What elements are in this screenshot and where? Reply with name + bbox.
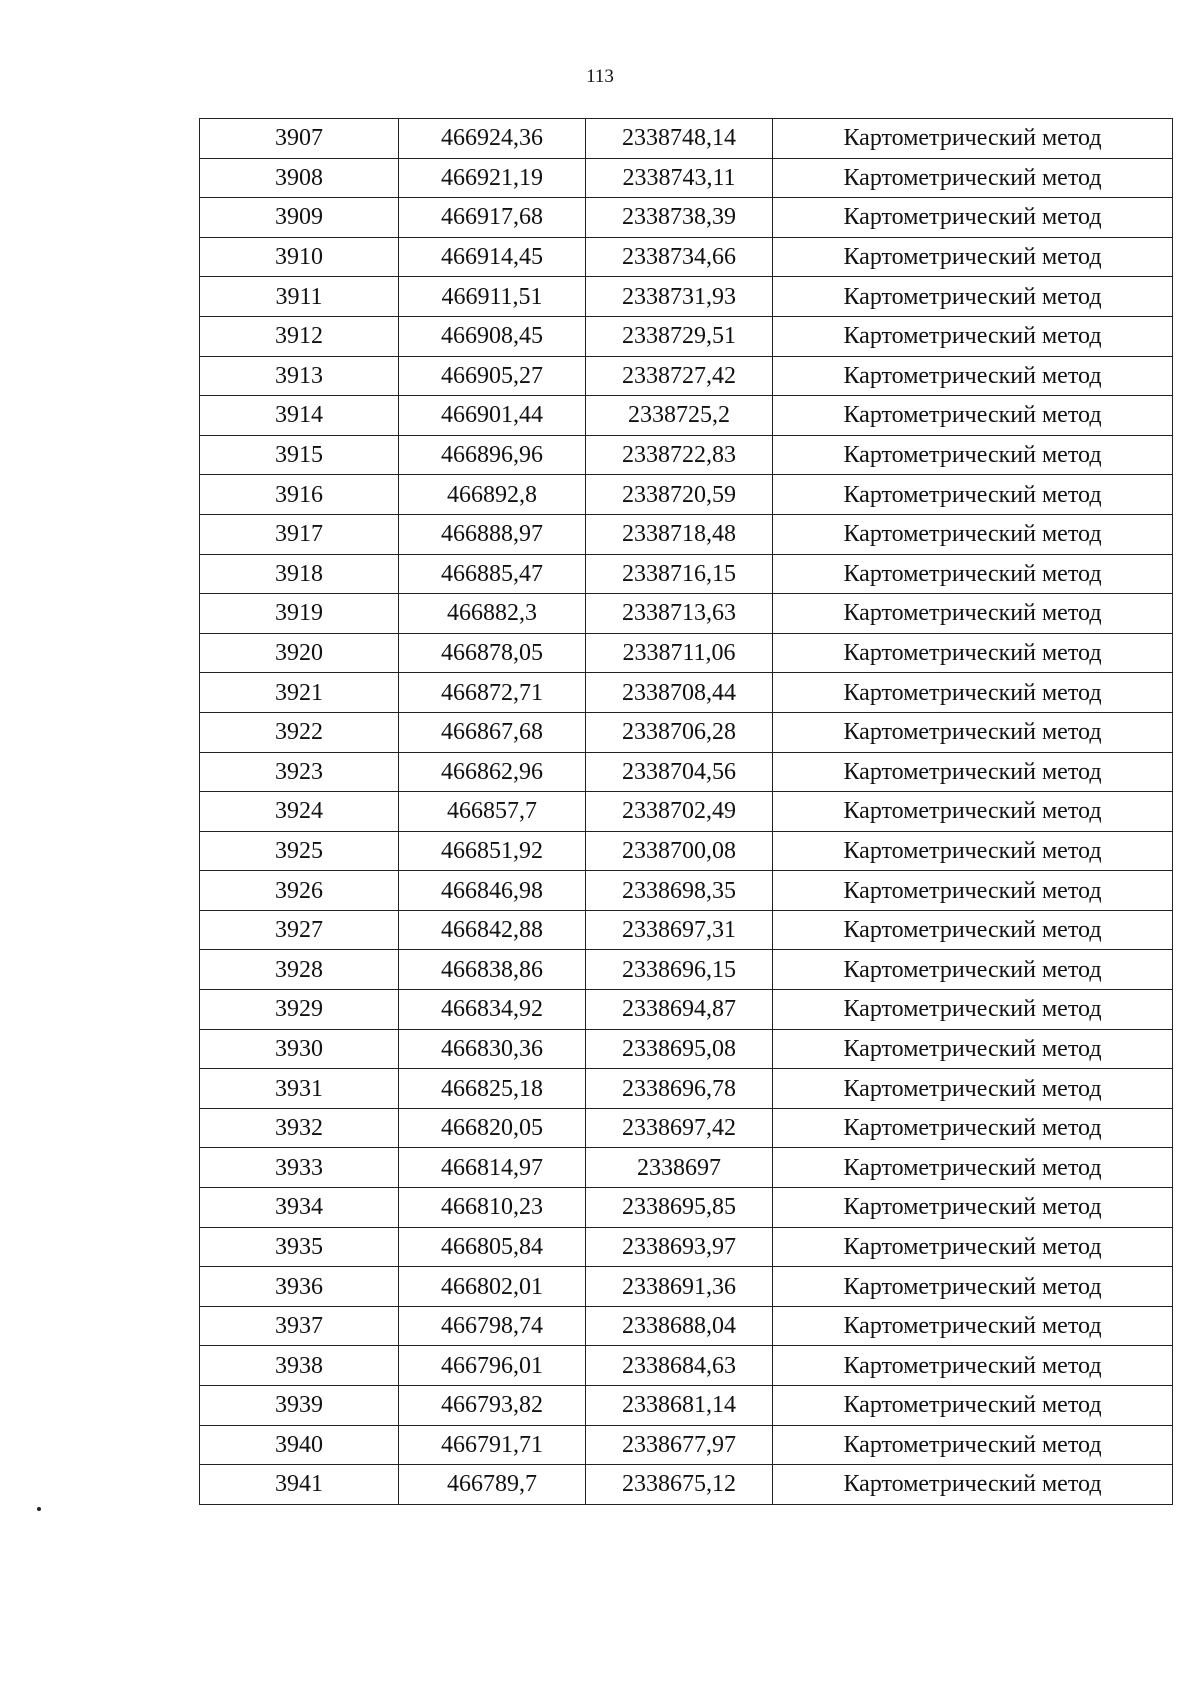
method-cell: Картометрический метод <box>773 1148 1173 1188</box>
y-coordinate-cell: 2338731,93 <box>586 277 773 317</box>
method-cell: Картометрический метод <box>773 910 1173 950</box>
table-row <box>200 712 1173 752</box>
y-coordinate-cell: 2338688,04 <box>586 1306 773 1346</box>
point-number-cell: 3909 <box>200 198 399 238</box>
point-number-cell: 3923 <box>200 752 399 792</box>
method-cell: Картометрический метод <box>773 1386 1173 1426</box>
y-coordinate-cell: 2338713,63 <box>586 594 773 634</box>
x-coordinate-cell: 466908,45 <box>399 316 586 356</box>
x-coordinate-cell: 466838,86 <box>399 950 586 990</box>
x-coordinate-cell: 466802,01 <box>399 1267 586 1307</box>
table-row <box>200 356 1173 396</box>
x-coordinate-cell: 466851,92 <box>399 831 586 871</box>
method-cell: Картометрический метод <box>773 356 1173 396</box>
y-coordinate-cell: 2338706,28 <box>586 712 773 752</box>
table-row <box>200 1386 1173 1426</box>
x-coordinate-cell: 466914,45 <box>399 237 586 277</box>
table-row <box>200 950 1173 990</box>
point-number-cell: 3929 <box>200 990 399 1030</box>
method-cell: Картометрический метод <box>773 712 1173 752</box>
y-coordinate-cell: 2338695,08 <box>586 1029 773 1069</box>
y-coordinate-cell: 2338697,42 <box>586 1108 773 1148</box>
point-number-cell: 3934 <box>200 1188 399 1228</box>
method-cell: Картометрический метод <box>773 1069 1173 1109</box>
table-row <box>200 475 1173 515</box>
y-coordinate-cell: 2338696,78 <box>586 1069 773 1109</box>
method-cell: Картометрический метод <box>773 1267 1173 1307</box>
y-coordinate-cell: 2338677,97 <box>586 1425 773 1465</box>
table-row <box>200 871 1173 911</box>
x-coordinate-cell: 466878,05 <box>399 633 586 673</box>
method-cell: Картометрический метод <box>773 277 1173 317</box>
x-coordinate-cell: 466820,05 <box>399 1108 586 1148</box>
table-row <box>200 435 1173 475</box>
point-number-cell: 3913 <box>200 356 399 396</box>
method-cell: Картометрический метод <box>773 673 1173 713</box>
table-row <box>200 277 1173 317</box>
method-cell: Картометрический метод <box>773 554 1173 594</box>
point-number-cell: 3908 <box>200 158 399 198</box>
table-row <box>200 1465 1173 1505</box>
table-row <box>200 316 1173 356</box>
table-row <box>200 990 1173 1030</box>
y-coordinate-cell: 2338720,59 <box>586 475 773 515</box>
table-row <box>200 554 1173 594</box>
point-number-cell: 3937 <box>200 1306 399 1346</box>
method-cell: Картометрический метод <box>773 316 1173 356</box>
table-row <box>200 1069 1173 1109</box>
method-cell: Картометрический метод <box>773 514 1173 554</box>
x-coordinate-cell: 466842,88 <box>399 910 586 950</box>
method-cell: Картометрический метод <box>773 990 1173 1030</box>
table-row <box>200 1425 1173 1465</box>
y-coordinate-cell: 2338693,97 <box>586 1227 773 1267</box>
table-row <box>200 237 1173 277</box>
x-coordinate-cell: 466793,82 <box>399 1386 586 1426</box>
table-row <box>200 1267 1173 1307</box>
scan-speck <box>37 1507 41 1511</box>
table-row <box>200 119 1173 159</box>
table-row <box>200 1346 1173 1386</box>
y-coordinate-cell: 2338727,42 <box>586 356 773 396</box>
y-coordinate-cell: 2338698,35 <box>586 871 773 911</box>
y-coordinate-cell: 2338697 <box>586 1148 773 1188</box>
x-coordinate-cell: 466862,96 <box>399 752 586 792</box>
table-row <box>200 1227 1173 1267</box>
method-cell: Картометрический метод <box>773 435 1173 475</box>
method-cell: Картометрический метод <box>773 633 1173 673</box>
x-coordinate-cell: 466798,74 <box>399 1306 586 1346</box>
x-coordinate-cell: 466921,19 <box>399 158 586 198</box>
y-coordinate-cell: 2338681,14 <box>586 1386 773 1426</box>
method-cell: Картометрический метод <box>773 594 1173 634</box>
y-coordinate-cell: 2338695,85 <box>586 1188 773 1228</box>
point-number-cell: 3935 <box>200 1227 399 1267</box>
point-number-cell: 3907 <box>200 119 399 159</box>
point-number-cell: 3916 <box>200 475 399 515</box>
x-coordinate-cell: 466911,51 <box>399 277 586 317</box>
x-coordinate-cell: 466796,01 <box>399 1346 586 1386</box>
x-coordinate-cell: 466830,36 <box>399 1029 586 1069</box>
point-number-cell: 3910 <box>200 237 399 277</box>
x-coordinate-cell: 466885,47 <box>399 554 586 594</box>
x-coordinate-cell: 466867,68 <box>399 712 586 752</box>
method-cell: Картометрический метод <box>773 792 1173 832</box>
x-coordinate-cell: 466888,97 <box>399 514 586 554</box>
method-cell: Картометрический метод <box>773 871 1173 911</box>
point-number-cell: 3926 <box>200 871 399 911</box>
point-number-cell: 3933 <box>200 1148 399 1188</box>
y-coordinate-cell: 2338691,36 <box>586 1267 773 1307</box>
point-number-cell: 3938 <box>200 1346 399 1386</box>
x-coordinate-cell: 466872,71 <box>399 673 586 713</box>
method-cell: Картометрический метод <box>773 1425 1173 1465</box>
point-number-cell: 3941 <box>200 1465 399 1505</box>
y-coordinate-cell: 2338694,87 <box>586 990 773 1030</box>
y-coordinate-cell: 2338708,44 <box>586 673 773 713</box>
point-number-cell: 3932 <box>200 1108 399 1148</box>
y-coordinate-cell: 2338702,49 <box>586 792 773 832</box>
table-row <box>200 514 1173 554</box>
table-row <box>200 198 1173 238</box>
x-coordinate-cell: 466905,27 <box>399 356 586 396</box>
method-cell: Картометрический метод <box>773 1306 1173 1346</box>
y-coordinate-cell: 2338697,31 <box>586 910 773 950</box>
table-row <box>200 752 1173 792</box>
point-number-cell: 3915 <box>200 435 399 475</box>
y-coordinate-cell: 2338738,39 <box>586 198 773 238</box>
point-number-cell: 3912 <box>200 316 399 356</box>
point-number-cell: 3924 <box>200 792 399 832</box>
y-coordinate-cell: 2338684,63 <box>586 1346 773 1386</box>
x-coordinate-cell: 466857,7 <box>399 792 586 832</box>
y-coordinate-cell: 2338700,08 <box>586 831 773 871</box>
method-cell: Картометрический метод <box>773 1108 1173 1148</box>
method-cell: Картометрический метод <box>773 831 1173 871</box>
table-row <box>200 633 1173 673</box>
method-cell: Картометрический метод <box>773 396 1173 436</box>
table-row <box>200 792 1173 832</box>
method-cell: Картометрический метод <box>773 1465 1173 1505</box>
point-number-cell: 3917 <box>200 514 399 554</box>
table-row <box>200 673 1173 713</box>
y-coordinate-cell: 2338696,15 <box>586 950 773 990</box>
y-coordinate-cell: 2338743,11 <box>586 158 773 198</box>
x-coordinate-cell: 466814,97 <box>399 1148 586 1188</box>
point-number-cell: 3921 <box>200 673 399 713</box>
point-number-cell: 3939 <box>200 1386 399 1426</box>
x-coordinate-cell: 466791,71 <box>399 1425 586 1465</box>
y-coordinate-cell: 2338725,2 <box>586 396 773 436</box>
method-cell: Картометрический метод <box>773 752 1173 792</box>
page-number: 113 <box>586 66 614 87</box>
table-row <box>200 910 1173 950</box>
x-coordinate-cell: 466901,44 <box>399 396 586 436</box>
x-coordinate-cell: 466917,68 <box>399 198 586 238</box>
x-coordinate-cell: 466846,98 <box>399 871 586 911</box>
y-coordinate-cell: 2338718,48 <box>586 514 773 554</box>
y-coordinate-cell: 2338716,15 <box>586 554 773 594</box>
table-row <box>200 1148 1173 1188</box>
method-cell: Картометрический метод <box>773 950 1173 990</box>
point-number-cell: 3940 <box>200 1425 399 1465</box>
method-cell: Картометрический метод <box>773 1188 1173 1228</box>
x-coordinate-cell: 466825,18 <box>399 1069 586 1109</box>
x-coordinate-cell: 466834,92 <box>399 990 586 1030</box>
table-row <box>200 396 1173 436</box>
y-coordinate-cell: 2338748,14 <box>586 119 773 159</box>
method-cell: Картометрический метод <box>773 158 1173 198</box>
method-cell: Картометрический метод <box>773 475 1173 515</box>
point-number-cell: 3911 <box>200 277 399 317</box>
point-number-cell: 3925 <box>200 831 399 871</box>
table-row <box>200 1188 1173 1228</box>
table-row <box>200 594 1173 634</box>
point-number-cell: 3931 <box>200 1069 399 1109</box>
point-number-cell: 3922 <box>200 712 399 752</box>
table-row <box>200 158 1173 198</box>
x-coordinate-cell: 466882,3 <box>399 594 586 634</box>
y-coordinate-cell: 2338734,66 <box>586 237 773 277</box>
method-cell: Картометрический метод <box>773 1227 1173 1267</box>
y-coordinate-cell: 2338704,56 <box>586 752 773 792</box>
method-cell: Картометрический метод <box>773 198 1173 238</box>
method-cell: Картометрический метод <box>773 1346 1173 1386</box>
point-number-cell: 3930 <box>200 1029 399 1069</box>
point-number-cell: 3920 <box>200 633 399 673</box>
table-body <box>200 119 1173 1505</box>
x-coordinate-cell: 466896,96 <box>399 435 586 475</box>
x-coordinate-cell: 466789,7 <box>399 1465 586 1505</box>
point-number-cell: 3914 <box>200 396 399 436</box>
y-coordinate-cell: 2338729,51 <box>586 316 773 356</box>
y-coordinate-cell: 2338711,06 <box>586 633 773 673</box>
table-row <box>200 831 1173 871</box>
x-coordinate-cell: 466924,36 <box>399 119 586 159</box>
method-cell: Картометрический метод <box>773 1029 1173 1069</box>
x-coordinate-cell: 466892,8 <box>399 475 586 515</box>
point-number-cell: 3918 <box>200 554 399 594</box>
coordinates-table <box>199 118 1173 1505</box>
y-coordinate-cell: 2338675,12 <box>586 1465 773 1505</box>
table-row <box>200 1306 1173 1346</box>
table-row <box>200 1108 1173 1148</box>
point-number-cell: 3927 <box>200 910 399 950</box>
method-cell: Картометрический метод <box>773 119 1173 159</box>
x-coordinate-cell: 466810,23 <box>399 1188 586 1228</box>
x-coordinate-cell: 466805,84 <box>399 1227 586 1267</box>
table-row <box>200 1029 1173 1069</box>
y-coordinate-cell: 2338722,83 <box>586 435 773 475</box>
point-number-cell: 3928 <box>200 950 399 990</box>
method-cell: Картометрический метод <box>773 237 1173 277</box>
point-number-cell: 3936 <box>200 1267 399 1307</box>
point-number-cell: 3919 <box>200 594 399 634</box>
